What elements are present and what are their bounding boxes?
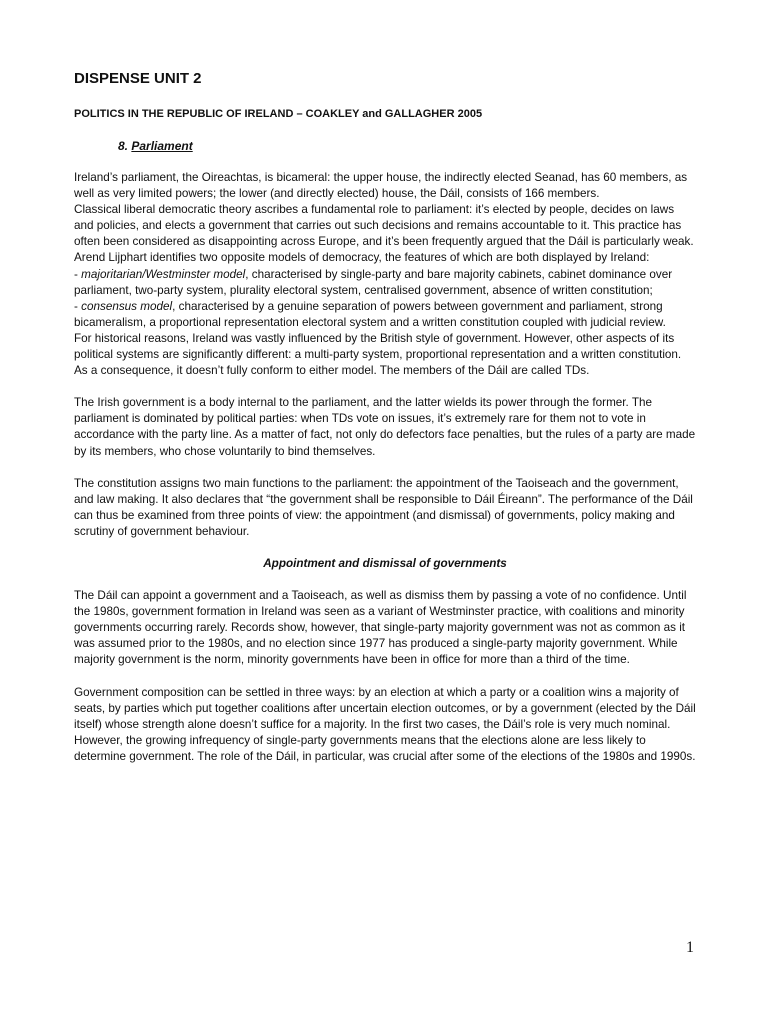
spacer (74, 572, 696, 588)
paragraph-2: Classical liberal democratic theory ascribes a fundamental role to parliament: it’s elected by people, decides on laws and policies, and elects a government that carries out such decisions and remains accountable to it. This practice has often been considered as disappointing across Europe, and it’s been frequently argued that the Dáil is particularly weak. (74, 203, 694, 249)
paragraph-1: Ireland’s parliament, the Oireachtas, is bicameral: the upper house, the indirectly elected Seanad, has 60 members, as well as very limited powers; the lower (and directly elected) house, the Dáil, consists of 166 members. (74, 171, 688, 201)
model-2-name: consensus model (81, 299, 173, 313)
paragraph-5: The Irish government is a body internal to the parliament, and the latter wields its power through the former. The parliament is dominated by political parties: when TDs vote on issues, it’s extremely rare for them not to vote in accordance with the party line. As a matter of fact, not only do defectors face penalties, but the rules of a party are made by its members, who chose voluntarily to bind themselves. (74, 396, 696, 458)
spacer (74, 669, 696, 685)
spacer (74, 540, 696, 556)
model-2-item (74, 299, 696, 331)
document-body (74, 170, 696, 765)
paragraph-7: The Dáil can appoint a government and a Taoiseach, as well as dismiss them by passing a vote of no confidence. Until the 1980s, government formation in Ireland was seen as a variant of Westminster practice, with coalitions and minority governments occurring rarely. Records show, however, that single-party majority government was not as common as it was assumed prior to the 1980s, and no election since 1977 has produced a single-party majority government. While majority government is the norm, minority governments have been in office for more than a third of the time. (74, 589, 687, 667)
section-heading (118, 139, 193, 153)
paragraph-4: For historical reasons, Ireland was vastly influenced by the British style of government. However, other aspects of its political systems are significantly different: a multi-party system, proportional representation and a written constitution. As a consequence, it doesn’t fully conform to either model. The members of the Dáil are called TDs. (74, 331, 682, 378)
model-1-item (74, 267, 696, 299)
spacer (74, 460, 696, 476)
section-title: Parliament (131, 139, 193, 153)
paragraph-6: The constitution assigns two main functions to the parliament: the appointment of the Taoiseach and the government, and law making. It also declares that “the government shall be responsible to Dáil Éireann”. The performance of the Dáil can thus be examined from three points of view: the appointment (and dismissal) of governments, policy making and scrutiny of government behaviour. (74, 476, 693, 538)
model-2-prefix: - (74, 299, 82, 313)
model-1-prefix: - (74, 267, 82, 281)
document-subtitle: POLITICS IN THE REPUBLIC OF IRELAND – COAKLEY and GALLAGHER 2005 (74, 108, 483, 120)
paragraph-3: Arend Lijphart identifies two opposite models of democracy, the features of which are both displayed by Ireland: (74, 251, 650, 265)
model-1-name: majoritarian/Westminster model (81, 267, 246, 281)
document-title: DISPENSE UNIT 2 (74, 70, 202, 87)
paragraph-8: Government composition can be settled in three ways: by an election at which a party or a coalition wins a majority of seats, by parties which put together coalitions after uncertain election outcomes, or by a government (elected by the Dáil itself) whose strength alone doesn’t suffice for a majority. In the first two cases, the Dáil’s role is very much nominal. However, the growing infrequency of single-party governments means that the elections alone are less likely to determine government. The role of the Dáil, in particular, was crucial after some of the elections of the 1980s and 1990s. (74, 685, 696, 763)
spacer (74, 379, 696, 395)
model-1-text: , characterised by single-party and bare majority cabinets, cabinet dominance over parliament, two-party system, plurality electoral system, centralised government, absence of written constitution; (74, 267, 673, 297)
page-number: 1 (686, 939, 694, 956)
model-2-text: , characterised by a genuine separation of powers between government and parliament, strong bicameralism, a proportional representation electoral system and a written constitution coupled with judicial review. (74, 299, 666, 329)
section-number: 8. (118, 139, 129, 153)
subheading-appointment: Appointment and dismissal of governments (263, 556, 507, 570)
